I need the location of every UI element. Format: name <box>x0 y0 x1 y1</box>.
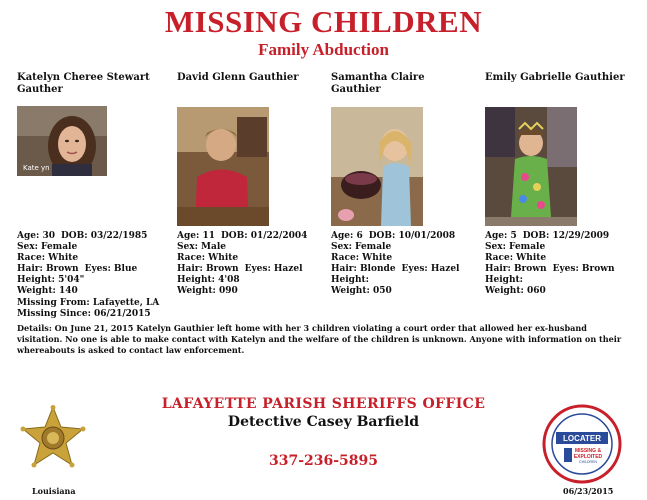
race: Race: White <box>331 253 393 263</box>
poster-subtitle: Family Abduction <box>258 40 389 59</box>
children-text: CHILDREN <box>579 460 597 464</box>
sex: Sex: Male <box>177 242 226 252</box>
sheriff-office-name: LAFAYETTE PARISH SHERIFFS OFFICE <box>161 396 486 412</box>
person-name: David Glenn Gauthier <box>177 72 299 83</box>
person-name: Samantha Claire Gauthier <box>331 72 425 95</box>
hair: Hair: Brown <box>17 264 79 274</box>
sex: Sex: Female <box>331 242 392 252</box>
photo-emily <box>485 107 577 226</box>
age: Age: 6 <box>331 231 363 241</box>
dob: DOB: 03/22/1985 <box>60 231 148 241</box>
photo-katelyn <box>17 106 107 176</box>
hair: Hair: Brown <box>177 264 239 274</box>
age: Age: 5 <box>485 231 517 241</box>
poster-title: MISSING CHILDREN <box>164 4 483 39</box>
race: Race: White <box>177 253 239 263</box>
person-card-david <box>177 72 317 98</box>
hair: Hair: Brown <box>485 264 547 274</box>
person-name: Emily Gabrielle Gauthier <box>485 72 625 83</box>
missing-text: MISSING & <box>574 448 602 454</box>
incident-details: Details: On June 21, 2015 Katelyn Gauthier left home with her 3 children violating a court order that allowed her ex-husband visitation. No one is able to make contact with Katelyn and the welfare of the children is unknown. Anyone with information on their whereabouts is asked to contact law enforcement. <box>17 323 622 355</box>
missing-from: Missing From: Lafayette, LA <box>17 298 160 308</box>
height: Height: <box>485 275 523 285</box>
eyes: Eyes: Brown <box>552 264 615 274</box>
footer-date: 06/23/2015 <box>563 486 614 496</box>
detective-name: Detective Casey Barfield <box>227 414 420 430</box>
stats-david <box>177 231 307 297</box>
exploited-text: EXPLOITED <box>573 454 603 460</box>
age: Age: 11 <box>177 231 215 241</box>
photo-caption: Kate yn <box>23 164 50 172</box>
photo-samantha <box>331 107 423 226</box>
weight: Weight: 060 <box>485 286 546 296</box>
stats-katelyn <box>17 231 147 297</box>
missing-since: Missing Since: 06/21/2015 <box>17 309 151 319</box>
person-card-samantha <box>331 72 471 98</box>
sex: Sex: Female <box>17 242 78 252</box>
race: Race: White <box>485 253 547 263</box>
dob: DOB: 10/01/2008 <box>368 231 456 241</box>
locater-text: LOCATER <box>562 434 602 443</box>
height: Height: 5'04" <box>17 275 85 285</box>
stats-emily <box>485 231 615 297</box>
race: Race: White <box>17 253 79 263</box>
weight: Weight: 050 <box>331 286 392 296</box>
person-card-katelyn <box>17 72 157 98</box>
eyes: Eyes: Blue <box>84 264 138 274</box>
hair: Hair: Blonde <box>331 264 396 274</box>
person-name: Katelyn Cheree Stewart Gauther <box>17 72 150 95</box>
contact-phone: 337-236-5895 <box>268 453 379 469</box>
eyes: Eyes: Hazel <box>244 264 303 274</box>
photo-david <box>177 107 269 226</box>
height: Height: <box>331 275 369 285</box>
stats-samantha <box>331 231 459 297</box>
weight: Weight: 090 <box>177 286 238 296</box>
dob: DOB: 12/29/2009 <box>522 231 610 241</box>
sheriff-badge-icon <box>20 405 86 471</box>
weight: Weight: 140 <box>17 286 78 296</box>
person-card-emily <box>485 72 625 98</box>
missing-info <box>17 298 159 320</box>
locater-seal-logo <box>542 404 622 484</box>
age: Age: 30 <box>17 231 55 241</box>
height: Height: 4'08 <box>177 275 240 285</box>
dob: DOB: 01/22/2004 <box>220 231 308 241</box>
footer-state: Louisiana <box>32 486 76 496</box>
eyes: Eyes: Hazel <box>401 264 460 274</box>
sex: Sex: Female <box>485 242 546 252</box>
